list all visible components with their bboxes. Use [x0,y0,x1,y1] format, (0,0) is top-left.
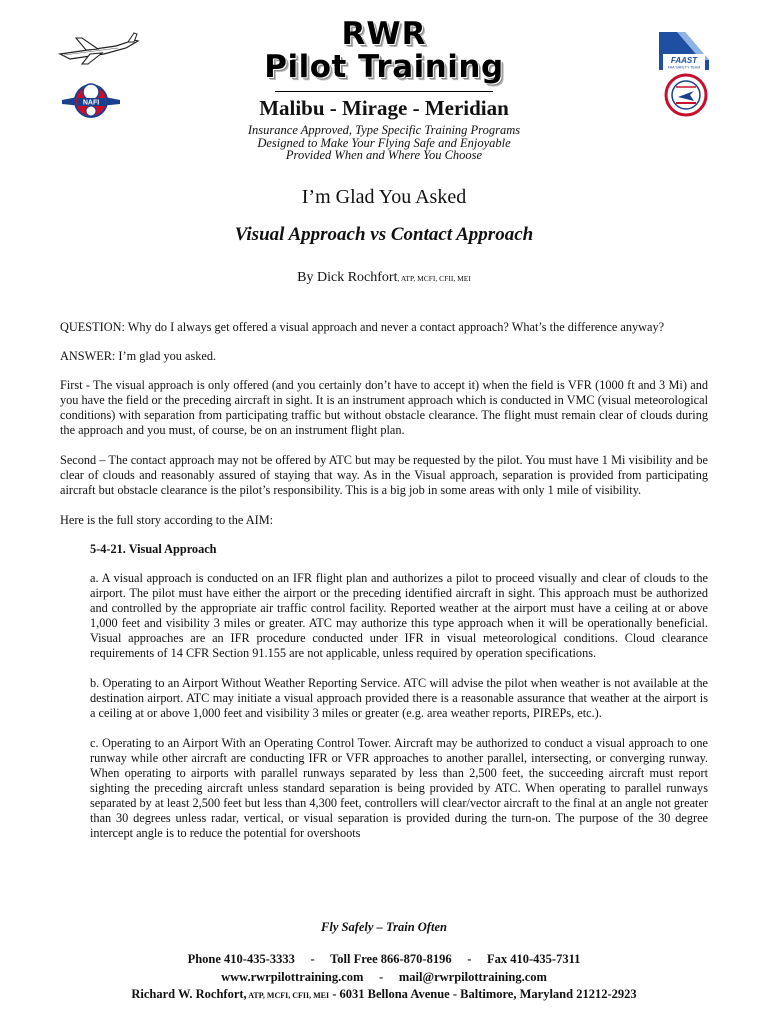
address-credentials: ATP, MCFI, CFII, MEI [246,991,330,1000]
address-name: Richard W. Rochfort, [131,987,247,1001]
address-street: - 6031 Bellona Avenue - Baltimore, Maryland 21212-2923 [329,987,637,1001]
nafi-logo-text: NAFI [82,99,100,107]
faast-logo-subtext: FAA SAFETY TEAM [667,65,701,70]
article-subtitle: Visual Approach vs Contact Approach [234,224,534,245]
address-line [0,986,768,1005]
aim-paragraph-c: c. Operating to an Airport With an Operating Control Tower. Aircraft may be authorized to conduct a visual approach to one runway while other aircraft are conducting IFR or VFR approaches to another parallel, intersecting, or converging runway. When operating to airports with parallel runways separated by less than 2,500 feet, the succeeding aircraft must report sighting the preceding aircraft unless standard separation is being provided by ATC. When operating to parallel runways separated by at least 2,500 feet but less than 4,300 feet, controllers will clear/vector aircraft to the final at an angle not greater than 30 degrees unless radar, vertical, or visual separation is provided during the turn-on. The purpose of the 30 degree intercept angle is to reduce the potential for overshoots [90,736,708,840]
aim-paragraph-a: a. A visual approach is conducted on an IFR flight plan and authorizes a pilot to proceed visually and clear of clouds to the airport. The pilot must have either the airport or the preceding identified aircraft in sight. This approach must be authorized and controlled by the appropriate air traffic control facility. Reported weather at the airport must have a ceiling at or above 1,000 feet and visibility 3 miles or greater. ATC may authorize this type approach when it will be operationally beneficial. Visual approaches are an IFR procedure conducted under IFR in visual meteorological conditions. Cloud clearance requirements of 14 CFR Section 91.155 are not applicable, unless required by operation specifications. [90,571,708,660]
article-title: I’m Glad You Asked [301,186,467,208]
tagline-line-1: Insurance Approved, Type Specific Training Programs [247,123,521,137]
byline [0,270,768,286]
tagline-line-2: Designed to Make Your Flying Safe and Enjoyable [257,135,511,150]
header-rule [275,91,493,92]
first-paragraph: First - The visual approach is only offered (and you certainly don’t have to accept it) when the field is VFR (1000 ft and 3 Mi) and you have the field or the preceding aircraft in sight. It is an instrument approach which is conducted in VMC (visual meteorological conditions) with separation from participating traffic but without obstacle clearance. The flight must remain clear of clouds during the approach and you must, of course, be on an instrument flight plan. [60,378,708,437]
aim-paragraph-b: b. Operating to an Airport Without Weather Reporting Service. ATC will advise the pilot when weather is not available at the destination airport. ATC may initiate a visual approach provided there is a reasonable assurance that weather at the airport is a ceiling at or above 1,000 feet and visibility 3 miles or greater (e.g. area weather reports, PIREPs, etc.). [90,676,708,720]
author-credentials: , ATP, MCFI, CFII, MEI [397,274,471,283]
aim-intro: Here is the full story according to the AIM: [60,513,274,527]
faast-logo-text: FAAST [670,56,698,65]
answer-paragraph: ANSWER: I’m glad you asked. [60,349,217,363]
web-line: www.rwrpilottraining.com - mail@rwrpilottraining.com [221,969,547,984]
letterhead [0,0,768,165]
footer-contact [0,951,768,1005]
section-heading: 5-4-21. Visual Approach [90,542,217,556]
author-name: By Dick Rochfort [297,270,398,285]
brand-line-1: RWR [341,16,427,52]
tagline [0,124,768,162]
article-body [60,320,708,856]
phone-line: Phone 410-435-3333 - Toll Free 866-870-8196 - Fax 410-435-7311 [187,952,581,966]
question-paragraph: QUESTION: Why do I always get offered a visual approach and never a contact approach? What’s the difference anyway? [60,320,665,334]
second-paragraph: Second – The contact approach may not be offered by ATC but may be requested by the pilot. You must have 1 Mi visibility and be clear of clouds and reasonably assured of staying that way. As in the Visual approach, separation is provided from participating aircraft but obstacle clearance is the pilot’s responsibility. This is a big job in some areas with only 1 mile of visibility. [60,453,708,497]
brand-wordmark [0,18,768,84]
aircraft-models: Malibu - Mirage - Meridian [259,96,509,120]
tagline-line-3: Provided When and Where You Choose [285,148,483,162]
brand-line-2: Pilot Training [264,49,504,85]
footer-motto: Fly Safely – Train Often [321,920,447,934]
